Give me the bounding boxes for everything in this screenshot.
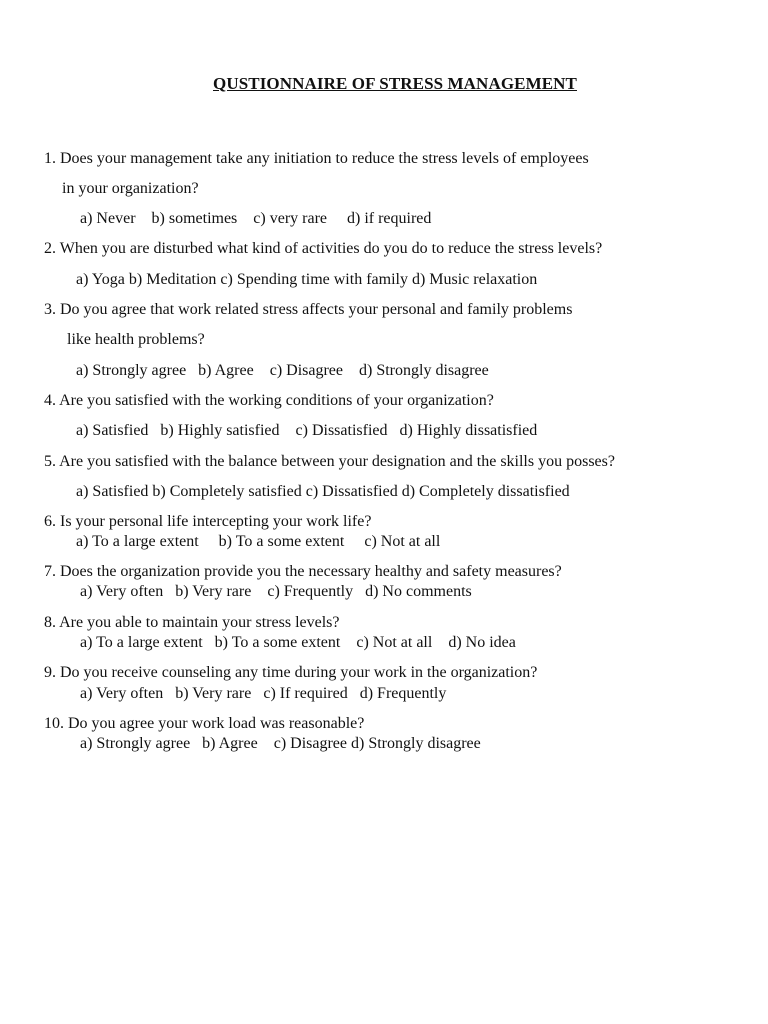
page-title: QUSTIONNAIRE OF STRESS MANAGEMENT [213, 74, 577, 93]
question-4-text: 4. Are you satisfied with the working conditions of your organization? [44, 392, 494, 409]
question-10-text: 10. Do you agree your work load was reasonable? [44, 715, 365, 732]
question-1-text-continued: in your organization? [62, 180, 199, 197]
question-7-text: 7. Does the organization provide you the necessary healthy and safety measures? [44, 563, 562, 580]
question-5-text: 5. Are you satisfied with the balance between your designation and the skills you posses? [44, 453, 615, 470]
question-8-text: 8. Are you able to maintain your stress levels? [44, 614, 340, 631]
question-3-text: 3. Do you agree that work related stress affects your personal and family problems [44, 301, 573, 318]
question-6-options: a) To a large extent b) To a some extent c) Not at all [76, 533, 441, 550]
question-8-options: a) To a large extent b) To a some extent c) Not at all d) No idea [80, 634, 516, 651]
question-9-text: 9. Do you receive counseling any time during your work in the organization? [44, 664, 538, 681]
question-7-options: a) Very often b) Very rare c) Frequently d) No comments [80, 583, 472, 600]
question-4-options: a) Satisfied b) Highly satisfied c) Dissatisfied d) Highly dissatisfied [76, 422, 538, 439]
question-1-text: 1. Does your management take any initiation to reduce the stress levels of employees [44, 150, 589, 167]
question-6-text: 6. Is your personal life intercepting your work life? [44, 513, 372, 530]
question-9-options: a) Very often b) Very rare c) If required d) Frequently [80, 685, 447, 702]
question-3-text-continued: like health problems? [67, 331, 205, 348]
question-2-text: 2. When you are disturbed what kind of activities do you do to reduce the stress levels? [44, 240, 603, 257]
question-2-options: a) Yoga b) Meditation c) Spending time with family d) Music relaxation [76, 271, 538, 288]
question-5-options: a) Satisfied b) Completely satisfied c) Dissatisfied d) Completely dissatisfied [76, 483, 570, 500]
question-3-options: a) Strongly agree b) Agree c) Disagree d) Strongly disagree [76, 362, 489, 379]
question-10-options: a) Strongly agree b) Agree c) Disagree d) Strongly disagree [80, 735, 481, 752]
question-1-options: a) Never b) sometimes c) very rare d) if required [80, 210, 432, 227]
